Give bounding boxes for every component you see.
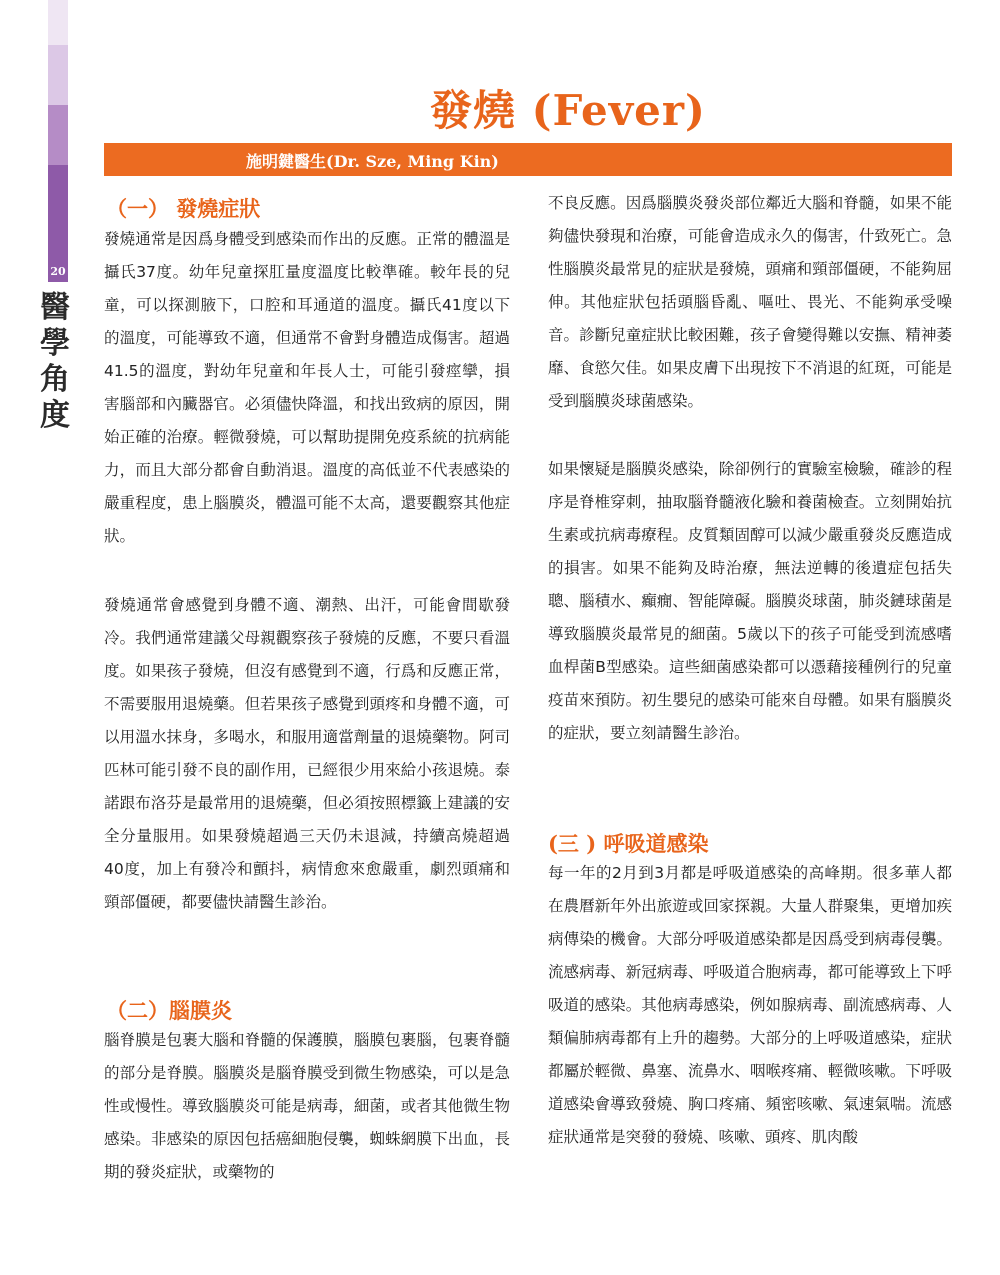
page-number: 20 — [48, 260, 68, 282]
section-heading-meningitis: （二）腦膜炎 — [106, 998, 232, 1023]
paragraph: 如果懷疑是腦膜炎感染，除卻例行的實驗室檢驗，確診的程序是脊椎穿刺，抽取腦脊髓液化驗和養菌檢查。立刻開始抗生素或抗病毒療程。皮質類固醇可以減少嚴重發炎反應造成的損害。如果不能夠及時治療，無法逆轉的後遺症包括失聰、腦積水、癲癇、智能障礙。腦膜炎球菌，肺炎鏈球菌是導致腦膜炎最常見的細菌。5歲以下的孩子可能受到流感嗜血桿菌B型感染。這些細菌感染都可以憑藉接種例行的兒童疫苗來預防。初生嬰兒的感染可能來自母體。如果有腦膜炎的症狀，要立刻請醫生診治。 — [548, 460, 952, 742]
sidebar-stripe — [48, 0, 68, 45]
sidebar-stripe — [48, 165, 68, 260]
paragraph: 不良反應。因爲腦膜炎發炎部位鄰近大腦和脊髓，如果不能夠儘快發現和治療，可能會造成永久的傷害，什致死亡。急性腦膜炎最常見的症狀是發燒，頭痛和頸部僵硬，不能夠屈伸。其他症狀包括頭腦昏亂、嘔吐、畏光、不能夠承受噪音。診斷兒童症狀比較困難，孩子會變得難以安撫、精神萎靡、食慾欠佳。如果皮膚下出現按下不消退的紅斑，可能是受到腦膜炎球菌感染。 — [548, 194, 952, 410]
page-title: 發燒 (Fever) — [430, 86, 706, 135]
paragraph: 腦脊膜是包裹大腦和脊髓的保護膜，腦膜包裹腦，包裹脊髓的部分是脊膜。腦膜炎是腦脊膜受到微生物感染，可以是急性或慢性。導致腦膜炎可能是病毒，細菌，或者其他微生物感染。非感染的原因包括癌細胞侵襲，蜘蛛網膜下出血，長期的發炎症狀，或藥物的 — [104, 1031, 510, 1181]
sidebar-stripe — [48, 45, 68, 105]
section-tag: 醫 學 角 度 — [40, 290, 70, 433]
section-heading-symptoms: （一） 發燒症狀 — [106, 196, 261, 221]
section-heading-respiratory: (三 ) 呼吸道感染 — [548, 831, 709, 856]
paragraph: 發燒通常會感覺到身體不適、潮熱、出汗，可能會間歇發冷。我們通常建議父母親觀察孩子發燒的反應，不要只看溫度。如果孩子發燒，但沒有感覺到不適，行爲和反應正常，不需要服用退燒藥。但若果孩子感覺到頭疼和身體不適，可以用溫水抹身，多喝水，和服用適當劑量的退燒藥物。阿司匹林可能引發不良的副作用，已經很少用來給小孩退燒。泰諾跟布洛芬是最常用的退燒藥，但必須按照標籤上建議的安全分量服用。如果發燒超過三天仍未退減，持續高燒超過40度，加上有發冷和顫抖，病情愈來愈嚴重，劇烈頭痛和頸部僵硬，都要儘快請醫生診治。 — [104, 596, 510, 911]
sidebar-stripe — [48, 105, 68, 165]
paragraph: 發燒通常是因爲身體受到感染而作出的反應。正常的體溫是攝氏37度。幼年兒童探肛量度溫度比較準確。較年長的兒童，可以探測腋下，口腔和耳通道的溫度。攝氏41度以下的溫度，可能導致不適，但通常不會對身體造成傷害。超過41.5的溫度，對幼年兒童和年長人士，可能引發痙攣，損害腦部和內臟器官。必須儘快降溫，和找出致病的原因，開始正確的治療。輕微發燒，可以幫助提開免疫系統的抗病能力，而且大部分都會自動消退。溫度的高低並不代表感染的嚴重程度，患上腦膜炎，體溫可能不太高，還要觀察其他症狀。 — [104, 230, 510, 545]
paragraph: 每一年的2月到3月都是呼吸道感染的高峰期。很多華人都在農曆新年外出旅遊或回家探親。大量人群聚集，更增加疾病傳染的機會。大部分呼吸道感染都是因爲受到病毒侵襲。流感病毒、新冠病毒、呼吸道合胞病毒，都可能導致上下呼吸道的感染。其他病毒感染，例如腺病毒、副流感病毒、人類偏肺病毒都有上升的趨勢。大部分的上呼吸道感染，症狀都屬於輕微、鼻塞、流鼻水、咽喉疼痛、輕微咳嗽。下呼吸道感染會導致發燒、胸口疼痛、頻密咳嗽、氣速氣喘。流感症狀通常是突發的發燒、咳嗽、頭疼、肌肉酸 — [548, 864, 952, 1146]
author-banner — [104, 143, 952, 176]
author-name: 施明鍵醫生(Dr. Sze, Ming Kin) — [246, 152, 499, 171]
